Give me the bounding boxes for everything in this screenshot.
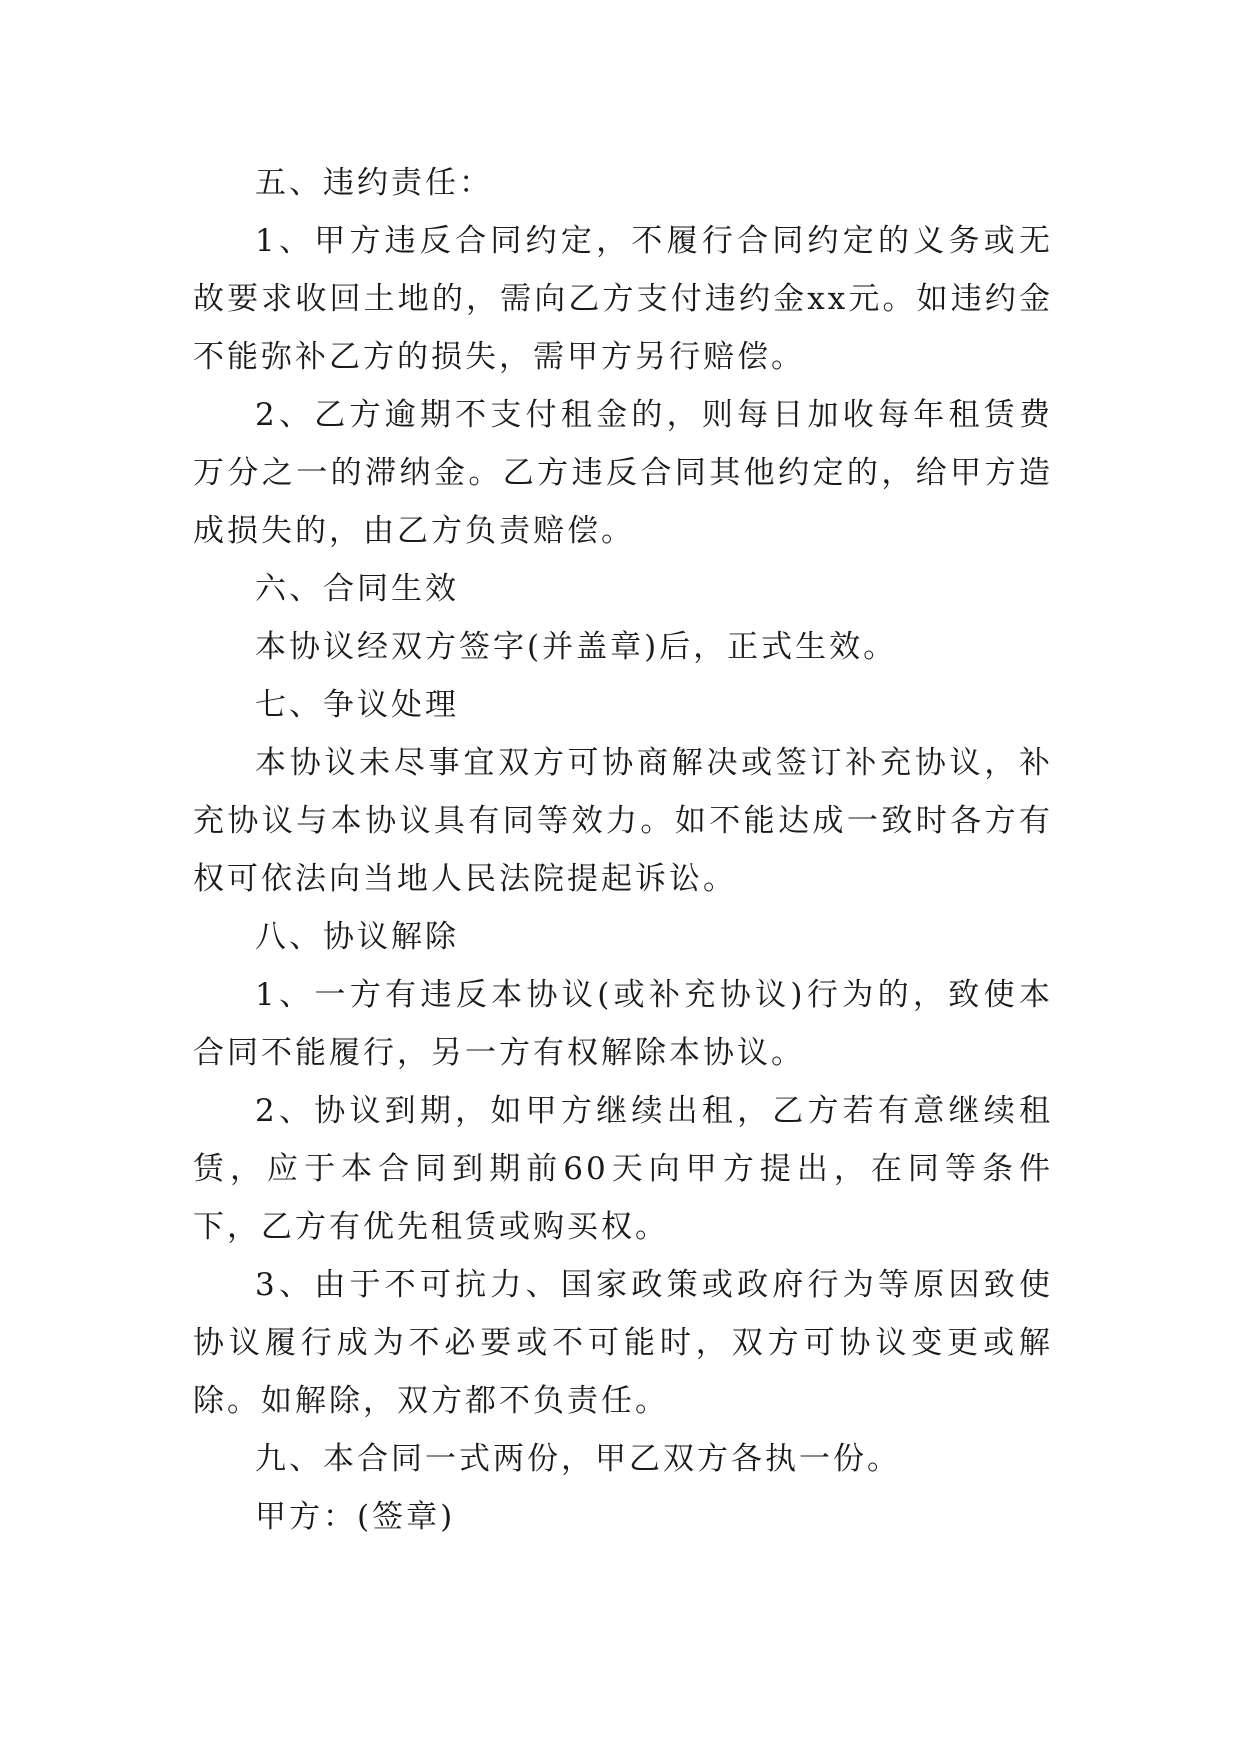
signature-party-a: 甲方：(签章) [255, 1499, 456, 1535]
clause-party-a-breach: 1、甲方违反合同约定，不履行合同约定的义务或无故要求收回土地的，需向乙方支付违约金xx元。如违约金不能弥补乙方的损失，需甲方另行赔偿。 [193, 223, 1053, 375]
clause-party-b-late-payment: 2、乙方逾期不支付租金的，则每日加收每年租赁费万分之一的滞纳金。乙方违反合同其他约定的，给甲方造成损失的，由乙方负责赔偿。 [193, 397, 1053, 549]
section-heading-breach-liability: 五、违约责任： [255, 165, 493, 201]
clause-copies: 九、本合同一式两份，甲乙双方各执一份。 [255, 1441, 901, 1477]
clause-termination-force-majeure: 3、由于不可抗力、国家政策或政府行为等原因致使协议履行成为不必要或不可能时，双方可协议变更或解除。如解除，双方都不负责任。 [193, 1267, 1053, 1419]
section-heading-termination: 八、协议解除 [255, 919, 459, 955]
document-page [193, 154, 1053, 1546]
clause-dispute-resolution: 本协议未尽事宜双方可协商解决或签订补充协议，补充协议与本协议具有同等效力。如不能达成一致时各方有权可依法向当地人民法院提起诉讼。 [193, 745, 1053, 897]
section-heading-contract-effect: 六、合同生效 [255, 571, 459, 607]
section-heading-dispute-resolution: 七、争议处理 [255, 687, 459, 723]
clause-effective-on-signing: 本协议经双方签字(并盖章)后，正式生效。 [255, 629, 898, 665]
clause-termination-breach: 1、一方有违反本协议(或补充协议)行为的，致使本合同不能履行，另一方有权解除本协议。 [193, 977, 1053, 1071]
clause-termination-expiry: 2、协议到期，如甲方继续出租，乙方若有意继续租赁，应于本合同到期前60天向甲方提出，在同等条件下，乙方有优先租赁或购买权。 [193, 1093, 1053, 1245]
